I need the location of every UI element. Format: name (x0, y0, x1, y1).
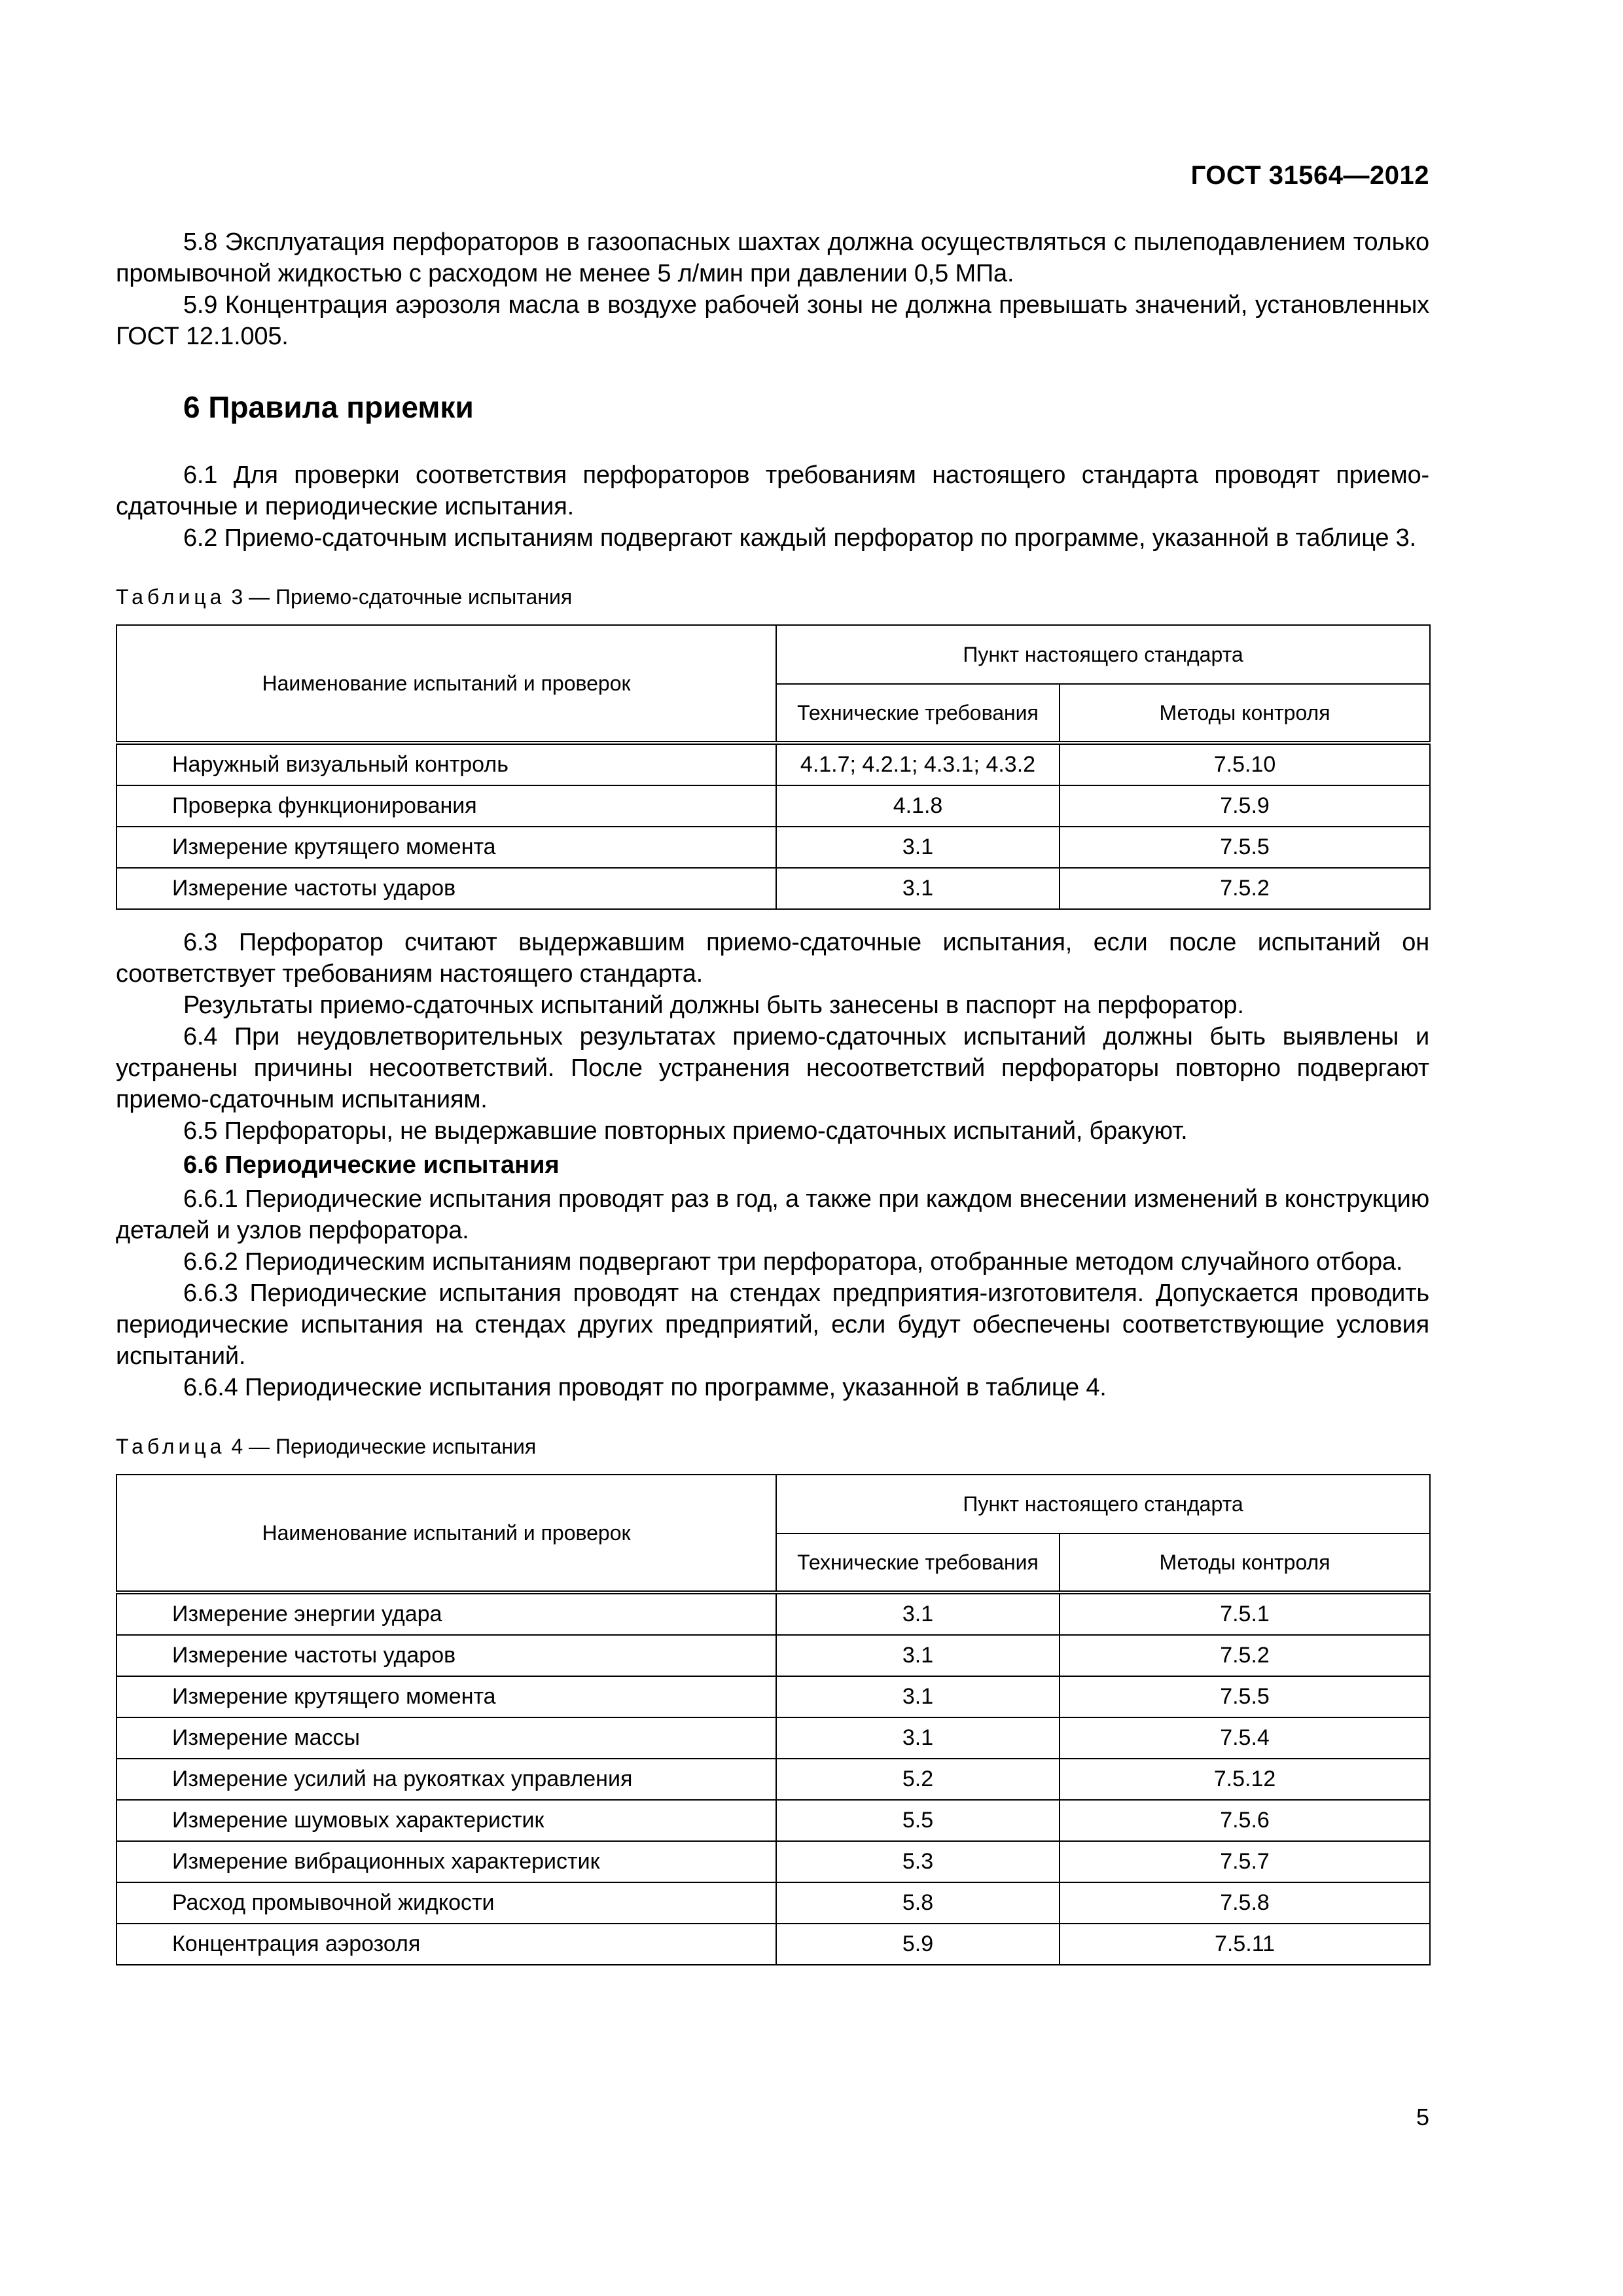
paragraph-6-3-results: Результаты приемо-сдаточных испытаний должны быть занесены в паспорт на перфоратор. (183, 992, 1244, 1019)
cell-tech: 5.5 (776, 1800, 1060, 1841)
page-content (116, 226, 1429, 1965)
paragraph-6-2: 6.2 Приемо-сдаточным испытаниям подвергают каждый перфоратор по программе, указанной в таблице 3. (183, 524, 1416, 552)
cell-name: Проверка функционирования (116, 785, 776, 827)
paragraph-6-4: 6.4 При неудовлетворительных результатах приемо-сдаточных испытаний должны быть выявлены и устранены причины несоответствий. После устранения несоответствий перфораторы повторно подвергают приемо-сдаточным испытаниям. (116, 1023, 1429, 1113)
table-row (116, 1676, 1430, 1717)
cell-tech: 3.1 (776, 1635, 1060, 1676)
cell-name: Наружный визуальный контроль (116, 743, 776, 785)
table-row (116, 1924, 1430, 1965)
table-row (116, 1882, 1430, 1924)
paragraph-6-1: 6.1 Для проверки соответствия перфораторов требованиям настоящего стандарта проводят приемо-сдаточные и периодические испытания. (116, 461, 1429, 520)
cell-tech: 5.2 (776, 1759, 1060, 1800)
cell-tech: 3.1 (776, 868, 1060, 909)
table-row (116, 1800, 1430, 1841)
cell-methods: 7.5.1 (1060, 1592, 1430, 1635)
table-4-caption (116, 1433, 1429, 1460)
cell-tech: 3.1 (776, 1592, 1060, 1635)
table-3-caption (116, 584, 1429, 610)
table-row (116, 868, 1430, 909)
cell-name: Измерение частоты ударов (116, 1635, 776, 1676)
table-4-caption-title: 4 — Периодические испытания (225, 1435, 537, 1458)
table-row (116, 827, 1430, 868)
cell-name: Концентрация аэрозоля (116, 1924, 776, 1965)
table-3-header-name: Наименование испытаний и проверок (116, 625, 776, 743)
paragraph-5-9: 5.9 Концентрация аэрозоля масла в воздухе рабочей зоны не должна превышать значений, установленных ГОСТ 12.1.005. (116, 291, 1429, 350)
table-4-periodic-tests (116, 1474, 1431, 1965)
table-row (116, 1759, 1430, 1800)
paragraph-5-8: 5.8 Эксплуатация перфораторов в газоопасных шахтах должна осуществляться с пылеподавлением только промывочной жидкостью с расходом не менее 5 л/мин при давлении 0,5 МПа. (116, 228, 1429, 287)
table-3-caption-title: 3 — Приемо-сдаточные испытания (225, 585, 573, 609)
table-row (116, 1841, 1430, 1882)
table-row (116, 1717, 1430, 1759)
table-row (116, 785, 1430, 827)
cell-name: Измерение массы (116, 1717, 776, 1759)
subsection-6-6-heading: 6.6 Периодические испытания (183, 1151, 560, 1179)
cell-name: Измерение усилий на рукоятках управления (116, 1759, 776, 1800)
paragraph-6-6-4: 6.6.4 Периодические испытания проводят по программе, указанной в таблице 4. (183, 1374, 1107, 1401)
cell-tech: 5.9 (776, 1924, 1060, 1965)
cell-methods: 7.5.12 (1060, 1759, 1430, 1800)
cell-methods: 7.5.7 (1060, 1841, 1430, 1882)
cell-name: Измерение частоты ударов (116, 868, 776, 909)
page-number: 5 (1416, 2104, 1429, 2130)
cell-tech: 3.1 (776, 1676, 1060, 1717)
cell-methods: 7.5.9 (1060, 785, 1430, 827)
table-4-header-tech: Технические требования (776, 1534, 1060, 1592)
cell-methods: 7.5.11 (1060, 1924, 1430, 1965)
table-row (116, 743, 1430, 785)
cell-name: Измерение шумовых характеристик (116, 1800, 776, 1841)
paragraph-6-3: 6.3 Перфоратор считают выдержавшим приемо-сдаточные испытания, если после испытаний он соответствует требованиям настоящего стандарта. (116, 929, 1429, 988)
document-header-standard-id: ГОСТ 31564—2012 (1190, 161, 1429, 190)
table-3-header-group: Пункт настоящего стандарта (776, 625, 1430, 684)
paragraph-6-6-3: 6.6.3 Периодические испытания проводят на стендах предприятия-изготовителя. Допускается проводить периодические испытания на стендах других предприятий, если будут обеспечены соответствующие условия испытаний. (116, 1280, 1429, 1370)
cell-name: Измерение крутящего момента (116, 1676, 776, 1717)
cell-methods: 7.5.6 (1060, 1800, 1430, 1841)
section-6-heading: 6 Правила приемки (183, 390, 474, 424)
cell-name: Измерение энергии удара (116, 1592, 776, 1635)
cell-tech: 4.1.8 (776, 785, 1060, 827)
cell-tech: 4.1.7; 4.2.1; 4.3.1; 4.3.2 (776, 743, 1060, 785)
cell-name: Расход промывочной жидкости (116, 1882, 776, 1924)
cell-tech: 5.8 (776, 1882, 1060, 1924)
table-3-header-tech: Технические требования (776, 684, 1060, 743)
table-row (116, 1592, 1430, 1635)
cell-tech: 5.3 (776, 1841, 1060, 1882)
cell-methods: 7.5.8 (1060, 1882, 1430, 1924)
table-3-header-methods: Методы контроля (1060, 684, 1430, 743)
cell-tech: 3.1 (776, 1717, 1060, 1759)
table-4-header-group: Пункт настоящего стандарта (776, 1475, 1430, 1534)
table-4-header-name: Наименование испытаний и проверок (116, 1475, 776, 1592)
table-3-acceptance-tests (116, 624, 1431, 910)
cell-name: Измерение крутящего момента (116, 827, 776, 868)
cell-name: Измерение вибрационных характеристик (116, 1841, 776, 1882)
cell-methods: 7.5.2 (1060, 868, 1430, 909)
paragraph-6-6-2: 6.6.2 Периодическим испытаниям подвергают три перфоратора, отобранные методом случайного отбора. (183, 1248, 1403, 1276)
cell-methods: 7.5.10 (1060, 743, 1430, 785)
cell-tech: 3.1 (776, 827, 1060, 868)
table-4-caption-label: Таблица (116, 1435, 226, 1458)
cell-methods: 7.5.5 (1060, 827, 1430, 868)
cell-methods: 7.5.5 (1060, 1676, 1430, 1717)
cell-methods: 7.5.4 (1060, 1717, 1430, 1759)
table-4-header-methods: Методы контроля (1060, 1534, 1430, 1592)
paragraph-6-6-1: 6.6.1 Периодические испытания проводят раз в год, а также при каждом внесении изменений в конструкцию деталей и узлов перфоратора. (116, 1185, 1429, 1244)
paragraph-6-5: 6.5 Перфораторы, не выдержавшие повторных приемо-сдаточных испытаний, бракуют. (183, 1117, 1188, 1145)
cell-methods: 7.5.2 (1060, 1635, 1430, 1676)
table-row (116, 1635, 1430, 1676)
table-3-caption-label: Таблица (116, 585, 226, 609)
